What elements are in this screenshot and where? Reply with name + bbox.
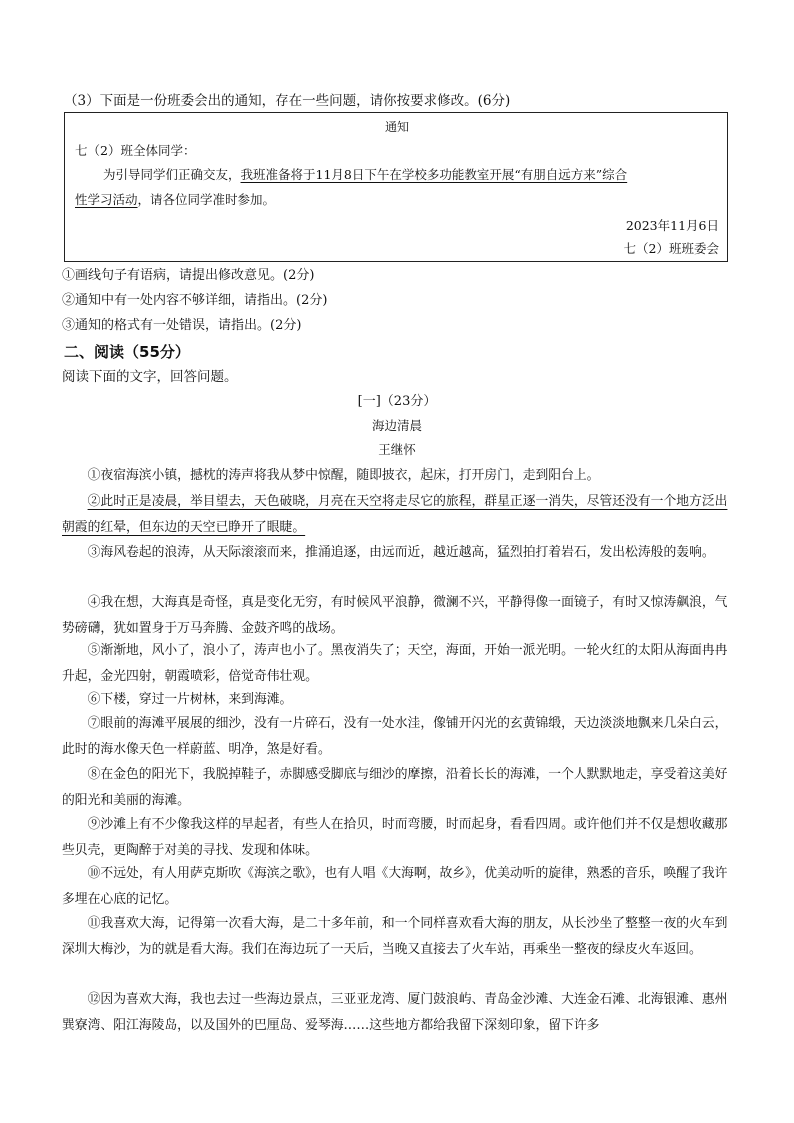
section-intro: 阅读下面的文字，回答问题。 (62, 369, 238, 385)
notice-underlined-sentence-part2: 性学习活动 (75, 192, 138, 207)
article-paragraph-4: ④我在想，大海真是奇怪，真是变化无穷，有时候风平浪静，微澜不兴，平静得像一面镜子，有时又惊涛飙浪，气势磅礴，犹如置身于万马奔腾、金鼓齐鸣的战场。 (62, 595, 728, 636)
notice-signature: 七（2）班班委会 (623, 241, 719, 256)
article-paragraph-5: ⑤渐渐地，风小了，浪小了，涛声也小了。黑夜消失了；天空，海面，开始一派光明。一轮火红的太阳从海面冉冉升起，金光四射，朝霞喷彩，倍觉奇伟壮观。 (62, 643, 728, 684)
notice-underlined-sentence-part1: 我班准备将于11月8日下午在学校多功能教室开展“有朋自远方来”综合 (240, 167, 628, 182)
subquestion-3: ③通知的格式有一处错误，请指出。(2分) (62, 318, 302, 333)
notice-body-line-2 (75, 190, 275, 208)
article-author: 王继怀 (378, 442, 416, 457)
article-paragraph-2-underlined: ②此时正是凌晨，举目望去，天色破晓，月亮在天空将走尽它的旅程，群星正逐一消失，尽管还没有一个地方泛出朝霞的红晕，但东边的天空已睁开了眼睫。 (62, 494, 728, 535)
notice-heading: 通知 (384, 120, 409, 134)
subquestion-2: ②通知中有一处内容不够详细，请指出。(2分) (62, 293, 328, 308)
article-title: 海边清晨 (371, 418, 422, 433)
part-label: [一]（23分） (357, 394, 437, 409)
notice-date: 2023年11月6日 (625, 218, 719, 233)
article-paragraph-7: ⑦眼前的海滩平展展的细沙，没有一片碎石，没有一处水洼，像铺开闪光的玄黄锦缎，天边淡淡地飘来几朵白云，此时的海水像天色一样蔚蓝、明净，煞是好看。 (62, 716, 728, 757)
section-title: 二、阅读（55分） (64, 343, 190, 361)
article-paragraph-6: ⑥下楼，穿过一片树林，来到海滩。 (87, 692, 293, 707)
article-paragraph-10: ⑩不远处，有人用萨克斯吹《海滨之歌》，也有人唱《大海啊，故乡》，优美动听的旋律，熟悉的音乐，唤醒了我许多埋在心底的记忆。 (62, 866, 728, 907)
notice-body-suffix: ，请各位同学准时参加。 (137, 192, 276, 207)
article-paragraph-8: ⑧在金色的阳光下，我脱掉鞋子，赤脚感受脚底与细沙的摩擦，沿着长长的海滩，一个人默默地走，享受着这美好的阳光和美丽的海滩。 (62, 767, 728, 808)
subquestion-1: ①画线句子有语病，请提出修改意见。(2分) (62, 268, 315, 283)
notice-greeting: 七（2）班全体同学： (75, 143, 196, 158)
article-paragraph-1: ①夜宿海滨小镇，撼枕的涛声将我从梦中惊醒，随即披衣，起床，打开房门，走到阳台上。 (87, 468, 600, 483)
article-paragraph-9: ⑨沙滩上有不少像我这样的早起者，有些人在拾贝，时而弯腰，时而起身，看看四周。或许他们并不仅是想收藏那些贝壳，更陶醉于对美的寻找、发现和体味。 (62, 817, 728, 858)
notice-body-line-1 (103, 165, 627, 183)
article-paragraph-3: ③海风卷起的浪涛，从天际滚滚而来，推涌追逐，由远而近，越近越高，猛烈拍打着岩石，发出松涛般的轰响。 (87, 545, 715, 560)
notice-body-prefix: 为引导同学们正确交友， (103, 167, 241, 182)
article-paragraph-12: ⑫因为喜欢大海，我也去过一些海边景点，三亚亚龙湾、厦门鼓浪屿、青岛金沙滩、大连金石滩、北海银滩、惠州巽寮湾、阳江海陵岛，以及国外的巴厘岛、爱琴海……这些地方都给我留下深刻印象，留下许多 (62, 992, 728, 1033)
question-3-title: （3）下面是一份班委会出的通知，存在一些问题，请你按要求修改。(6分) (64, 93, 511, 109)
article-paragraph-11: ⑪我喜欢大海，记得第一次看大海，是二十多年前，和一个同样喜欢看大海的朋友，从长沙坐了整整一夜的火车到深圳大梅沙，为的就是看大海。我们在海边玩了一天后，当晚又直接去了火车站，再乘坐一整夜的绿皮火车返回。 (62, 916, 728, 957)
notice-box (64, 112, 728, 262)
